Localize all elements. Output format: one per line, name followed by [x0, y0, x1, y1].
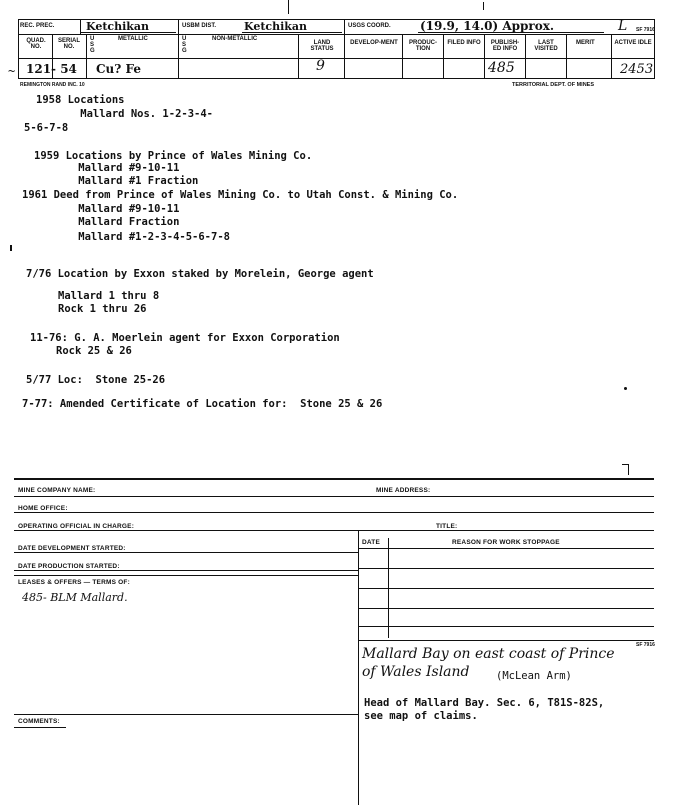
rec-prec-value: Ketchikan	[86, 20, 150, 33]
scan-mark	[288, 0, 289, 14]
territorial-label: TERRITORIAL DEPT. OF MINES	[512, 82, 594, 88]
land-status-value: 9	[316, 58, 325, 74]
active-idle-label: ACTIVE IDLE	[614, 40, 652, 46]
line-5-77: 5/77 Loc: Stone 25-26	[26, 374, 166, 386]
right-value: 2453	[620, 62, 654, 77]
operating-official-label: OPERATING OFFICIAL IN CHARGE:	[18, 523, 135, 530]
usgs-coord-value: (19.9, 14.0) Approx.	[420, 19, 555, 33]
line-1961-mallard-9-11: Mallard #9-10-11	[34, 203, 180, 215]
comments-label: COMMENTS:	[18, 718, 60, 725]
metallic-value: Cu? Fe	[96, 62, 141, 76]
line-mallard-1-4: Mallard Nos. 1-2-3-4-	[36, 108, 214, 120]
line-1959: 1959 Locations by Prince of Wales Mining Co.	[34, 150, 313, 162]
usbm-dist-label: USBM DIST.	[182, 23, 217, 29]
form-number-bottom: SF 7916	[636, 642, 655, 648]
line-1958: 1958 Locations	[36, 94, 125, 106]
quad-label: QUAD. NO.	[26, 38, 46, 50]
arrow-mark: ~	[8, 64, 16, 78]
mine-address-label: MINE ADDRESS:	[376, 487, 431, 494]
printer-line: REMINGTON RAND INC. 10	[20, 82, 85, 88]
location-typed-map: see map of claims.	[364, 710, 478, 722]
scan-speck	[624, 387, 627, 390]
form-number-top: SF 7916	[636, 27, 655, 33]
date-column-label: DATE	[362, 539, 381, 546]
last-visited-label: LAST VISITED	[534, 40, 558, 52]
scan-speck	[622, 464, 629, 475]
leases-label: LEASES & OFFERS — TERMS OF:	[18, 579, 130, 586]
production-label: PRODUC-TION	[409, 40, 437, 52]
metallic-label: METALLIC	[118, 36, 148, 42]
usgs-short-metallic: U S G	[90, 36, 95, 54]
nonmetallic-label: NON-METALLIC	[212, 36, 258, 42]
date-development-label: DATE DEVELOPMENT STARTED:	[18, 545, 126, 552]
usgs-short-nonmetallic: U S G	[182, 36, 187, 54]
line-1961: 1961 Deed from Prince of Wales Mining Co. to Utah Const. & Mining Co.	[22, 189, 459, 201]
date-production-label: DATE PRODUCTION STARTED:	[18, 563, 120, 570]
line-mallard-1-8: Mallard #1-2-3-4-5-6-7-8	[34, 231, 230, 243]
corner-mark: L	[618, 18, 628, 34]
location-handwritten-1: Mallard Bay on east coast of Prince	[362, 646, 615, 662]
mine-company-label: MINE COMPANY NAME:	[18, 487, 96, 494]
title-label: TITLE:	[436, 523, 458, 530]
leases-handwritten: 485- BLM Mallard.	[22, 591, 128, 604]
filed-info-label: FILED INFO	[447, 40, 481, 46]
line-11-76: 11-76: G. A. Moerlein agent for Exxon Corporation	[30, 332, 340, 344]
line-mallard-9-11: Mallard #9-10-11	[34, 162, 180, 174]
line-mallard-1-fraction: Mallard #1 Fraction	[34, 175, 199, 187]
location-handwritten-2: of Wales Island	[362, 664, 470, 680]
line-mallard-thru-8: Mallard 1 thru 8	[58, 290, 160, 302]
land-status-label: LAND STATUS	[310, 40, 334, 52]
published-value: 485	[488, 60, 515, 76]
rec-prec-label: REC. PREC.	[20, 23, 55, 29]
merit-label: MERIT	[576, 40, 595, 46]
scan-mark	[483, 2, 484, 10]
usbm-dist-value: Ketchikan	[244, 20, 308, 33]
published-info-label: PUBLISH-ED INFO	[490, 40, 520, 52]
location-typed-mclean: (McLean Arm)	[496, 670, 572, 682]
development-label: DEVELOP-MENT	[350, 40, 398, 46]
comments-underline	[14, 727, 66, 728]
line-7-77: 7-77: Amended Certificate of Location for: Stone 25 & 26	[22, 398, 383, 410]
line-rock-25-26: Rock 25 & 26	[56, 345, 132, 357]
line-mallard-5-8: 5-6-7-8	[24, 122, 69, 134]
line-rock-thru-26: Rock 1 thru 26	[58, 303, 147, 315]
serial-label: SERIAL NO.	[57, 38, 80, 50]
home-office-label: HOME OFFICE:	[18, 505, 68, 512]
quad-serial-value: 121- 54	[26, 62, 77, 76]
line-7-76: 7/76 Location by Exxon staked by Morelein, George agent	[26, 268, 374, 280]
location-typed-head: Head of Mallard Bay. Sec. 6, T81S-82S,	[364, 697, 605, 709]
usgs-coord-label: USGS COORD.	[348, 23, 391, 29]
scan-speck	[10, 245, 12, 251]
reason-stoppage-label: REASON FOR WORK STOPPAGE	[452, 539, 560, 546]
line-mallard-fraction: Mallard Fraction	[34, 216, 180, 228]
